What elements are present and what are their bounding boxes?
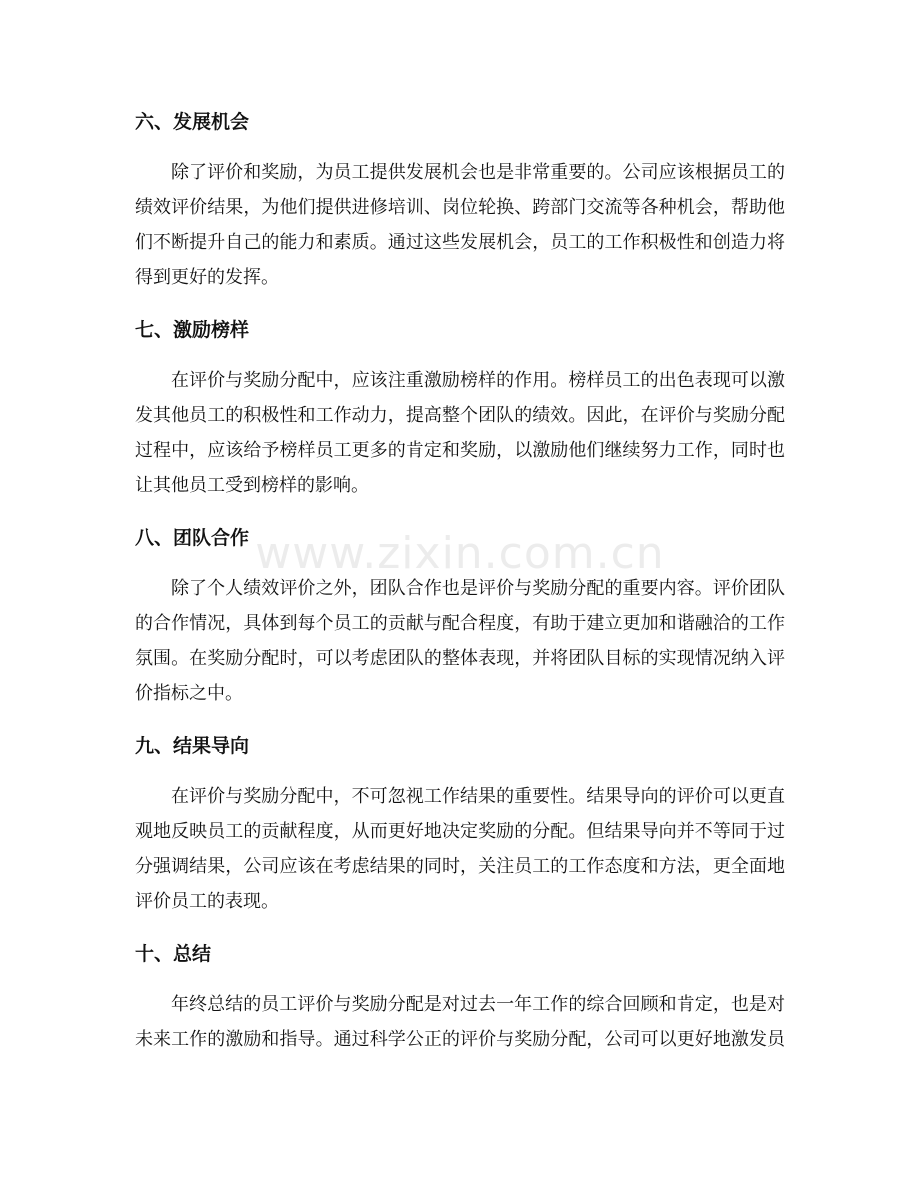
section-paragraph xyxy=(135,155,785,295)
watermark: www.zixin.com.cn xyxy=(255,528,665,579)
paragraph-line: 除了评价和奖励，为员工提供发展机会也是非常重要的。公司应该根据员工的 xyxy=(171,162,785,182)
paragraph-line: 价指标之中。 xyxy=(135,683,243,703)
document-body xyxy=(135,105,785,1057)
paragraph-line: 评价员工的表现。 xyxy=(135,891,279,911)
paragraph-line: 氛围。在奖励分配时，可以考虑团队的整体表现，并将团队目标的实现情况纳入评 xyxy=(135,648,785,668)
paragraph-line: 的合作情况，具体到每个员工的贡献与配合程度，有助于建立更加和谐融洽的工作 xyxy=(135,613,785,633)
paragraph-line: 除了个人绩效评价之外，团队合作也是评价与奖励分配的重要内容。评价团队 xyxy=(171,578,785,598)
paragraph-line: 在评价与奖励分配中，应该注重激励榜样的作用。榜样员工的出色表现可以激 xyxy=(171,370,785,390)
section-results-oriented xyxy=(135,729,785,919)
section-paragraph xyxy=(135,779,785,919)
paragraph-line: 分强调结果，公司应该在考虑结果的同时，关注员工的工作态度和方法，更全面地 xyxy=(135,856,785,876)
section-heading: 八、团队合作 xyxy=(135,527,250,549)
section-development xyxy=(135,105,785,295)
section-paragraph xyxy=(135,987,785,1057)
paragraph-line: 观地反映员工的贡献程度，从而更好地决定奖励的分配。但结果导向并不等同于过 xyxy=(135,821,785,841)
section-paragraph xyxy=(135,363,785,503)
paragraph-line: 让其他员工受到榜样的影响。 xyxy=(135,475,369,495)
paragraph-line: 得到更好的发挥。 xyxy=(135,267,279,287)
section-heading: 七、激励榜样 xyxy=(135,319,250,341)
section-role-models xyxy=(135,313,785,503)
paragraph-line: 绩效评价结果，为他们提供进修培训、岗位轮换、跨部门交流等各种机会，帮助他 xyxy=(135,197,785,217)
section-teamwork xyxy=(135,521,785,711)
section-heading: 九、结果导向 xyxy=(135,735,250,757)
paragraph-line: 过程中，应该给予榜样员工更多的肯定和奖励，以激励他们继续努力工作，同时也 xyxy=(135,440,785,460)
section-summary xyxy=(135,937,785,1057)
paragraph-line: 在评价与奖励分配中，不可忽视工作结果的重要性。结果导向的评价可以更直 xyxy=(171,786,785,806)
paragraph-line: 未来工作的激励和指导。通过科学公正的评价与奖励分配，公司可以更好地激发员 xyxy=(135,1029,785,1049)
section-paragraph xyxy=(135,571,785,711)
section-heading: 六、发展机会 xyxy=(135,111,250,133)
paragraph-line: 们不断提升自己的能力和素质。通过这些发展机会，员工的工作积极性和创造力将 xyxy=(135,232,785,252)
paragraph-line: 发其他员工的积极性和工作动力，提高整个团队的绩效。因此，在评价与奖励分配 xyxy=(135,405,785,425)
paragraph-line: 年终总结的员工评价与奖励分配是对过去一年工作的综合回顾和肯定，也是对 xyxy=(171,994,785,1014)
section-heading: 十、总结 xyxy=(135,943,212,965)
